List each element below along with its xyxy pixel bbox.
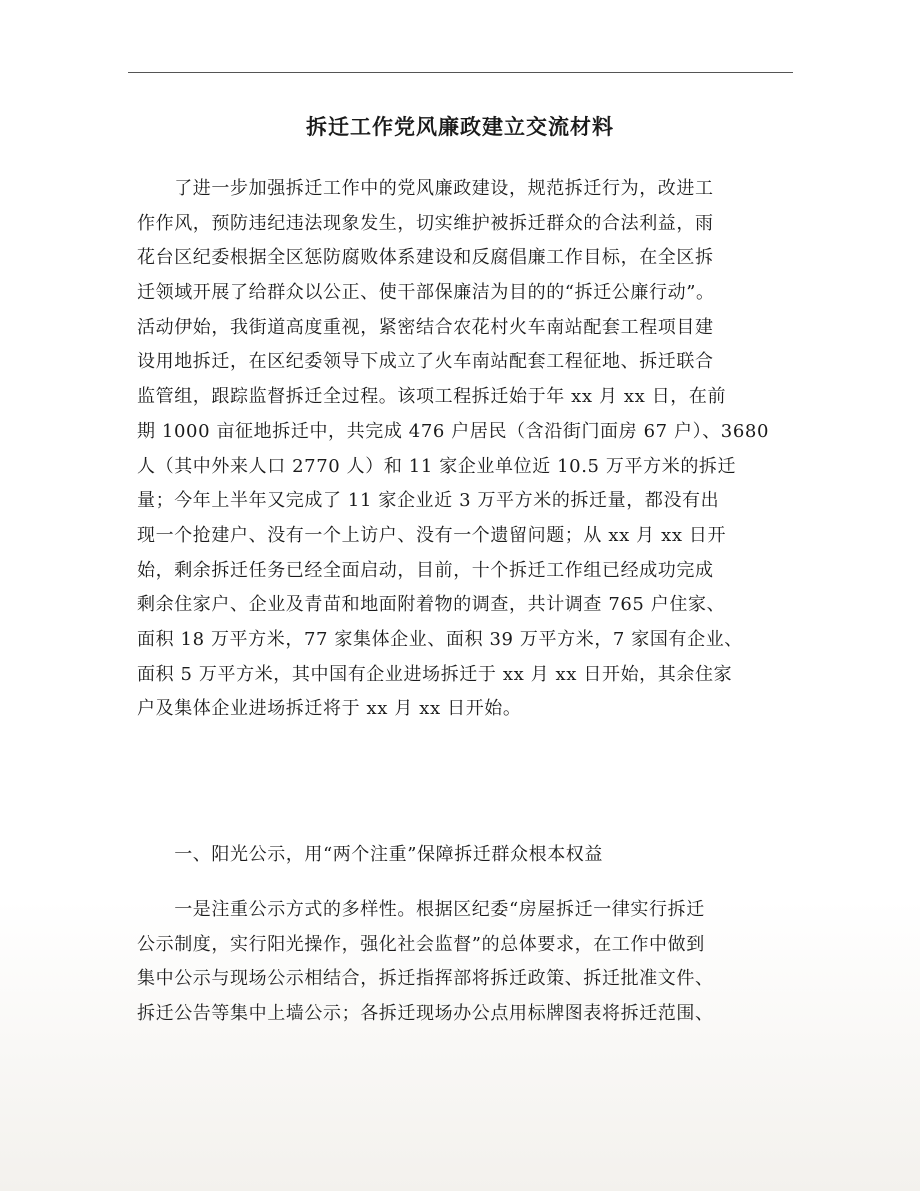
text-line: 设用地拆迁，在区纪委领导下成立了火车南站配套工程征地、拆迁联合	[137, 351, 714, 373]
document-title: 拆迁工作党风廉政建立交流材料	[306, 114, 614, 139]
text-line: 拆迁公告等集中上墙公示；各拆迁现场办公点用标牌图表将拆迁范围、	[137, 1003, 714, 1025]
text-line: 花台区纪委根据全区惩防腐败体系建设和反腐倡廉工作目标，在全区拆	[137, 247, 714, 269]
text-line: 活动伊始，我街道高度重视，紧密结合农花村火车南站配套工程项目建	[137, 316, 714, 338]
header-rule	[128, 72, 793, 73]
text-line: 面积 18 万平方米，77 家集体企业、面积 39 万平方米，7 家国有企业、	[137, 628, 743, 650]
text-line: 迁领域开展了给群众以公正、使干部保廉洁为目的的“拆迁公廉行动”。	[137, 282, 715, 304]
text-line: 人（其中外来人口 2770 人）和 11 家企业单位近 10.5 万平方米的拆迁	[137, 455, 737, 477]
text-line: 剩余住家户、企业及青苗和地面附着物的调查，共计调查 765 户住家、	[137, 594, 726, 616]
text-line: 了进一步加强拆迁工作中的党风廉政建设，规范拆迁行为，改进工	[137, 178, 714, 199]
paragraph-section-1	[137, 893, 797, 1032]
text-line: 监管组，跟踪监督拆迁全过程。该项工程拆迁始于年 xx 月 xx 日，在前	[137, 386, 727, 408]
text-line: 集中公示与现场公示相结合，拆迁指挥部将拆迁政策、拆迁批准文件、	[137, 968, 714, 990]
text-line: 期 1000 亩征地拆迁中，共完成 476 户居民（含沿街门面房 67 户）、3680	[137, 420, 770, 442]
text-line: 户及集体企业进场拆迁将于 xx 月 xx 日开始。	[137, 698, 522, 720]
text-line: 始，剩余拆迁任务已经全面启动，目前，十个拆迁工作组已经成功完成	[137, 559, 714, 581]
section-heading	[137, 838, 797, 873]
text-line: 公示制度，实行阳光操作，强化社会监督”的总体要求，在工作中做到	[137, 933, 705, 955]
text-line: 一是注重公示方式的多样性。根据区纪委“房屋拆迁一律实行拆迁	[137, 899, 705, 920]
text-line: 面积 5 万平方米，其中国有企业进场拆迁于 xx 月 xx 日开始，其余住家	[137, 663, 733, 685]
heading-line: 一、阳光公示，用“两个注重”保障拆迁群众根本权益	[137, 844, 604, 865]
paragraph-intro	[137, 172, 797, 727]
text-line: 量；今年上半年又完成了 11 家企业近 3 万平方米的拆迁量，都没有出	[137, 490, 720, 512]
text-line: 作作风，预防违纪违法现象发生，切实维护被拆迁群众的合法利益，雨	[137, 212, 714, 234]
text-line: 现一个抢建户、没有一个上访户、没有一个遗留问题；从 xx 月 xx 日开	[137, 524, 727, 546]
